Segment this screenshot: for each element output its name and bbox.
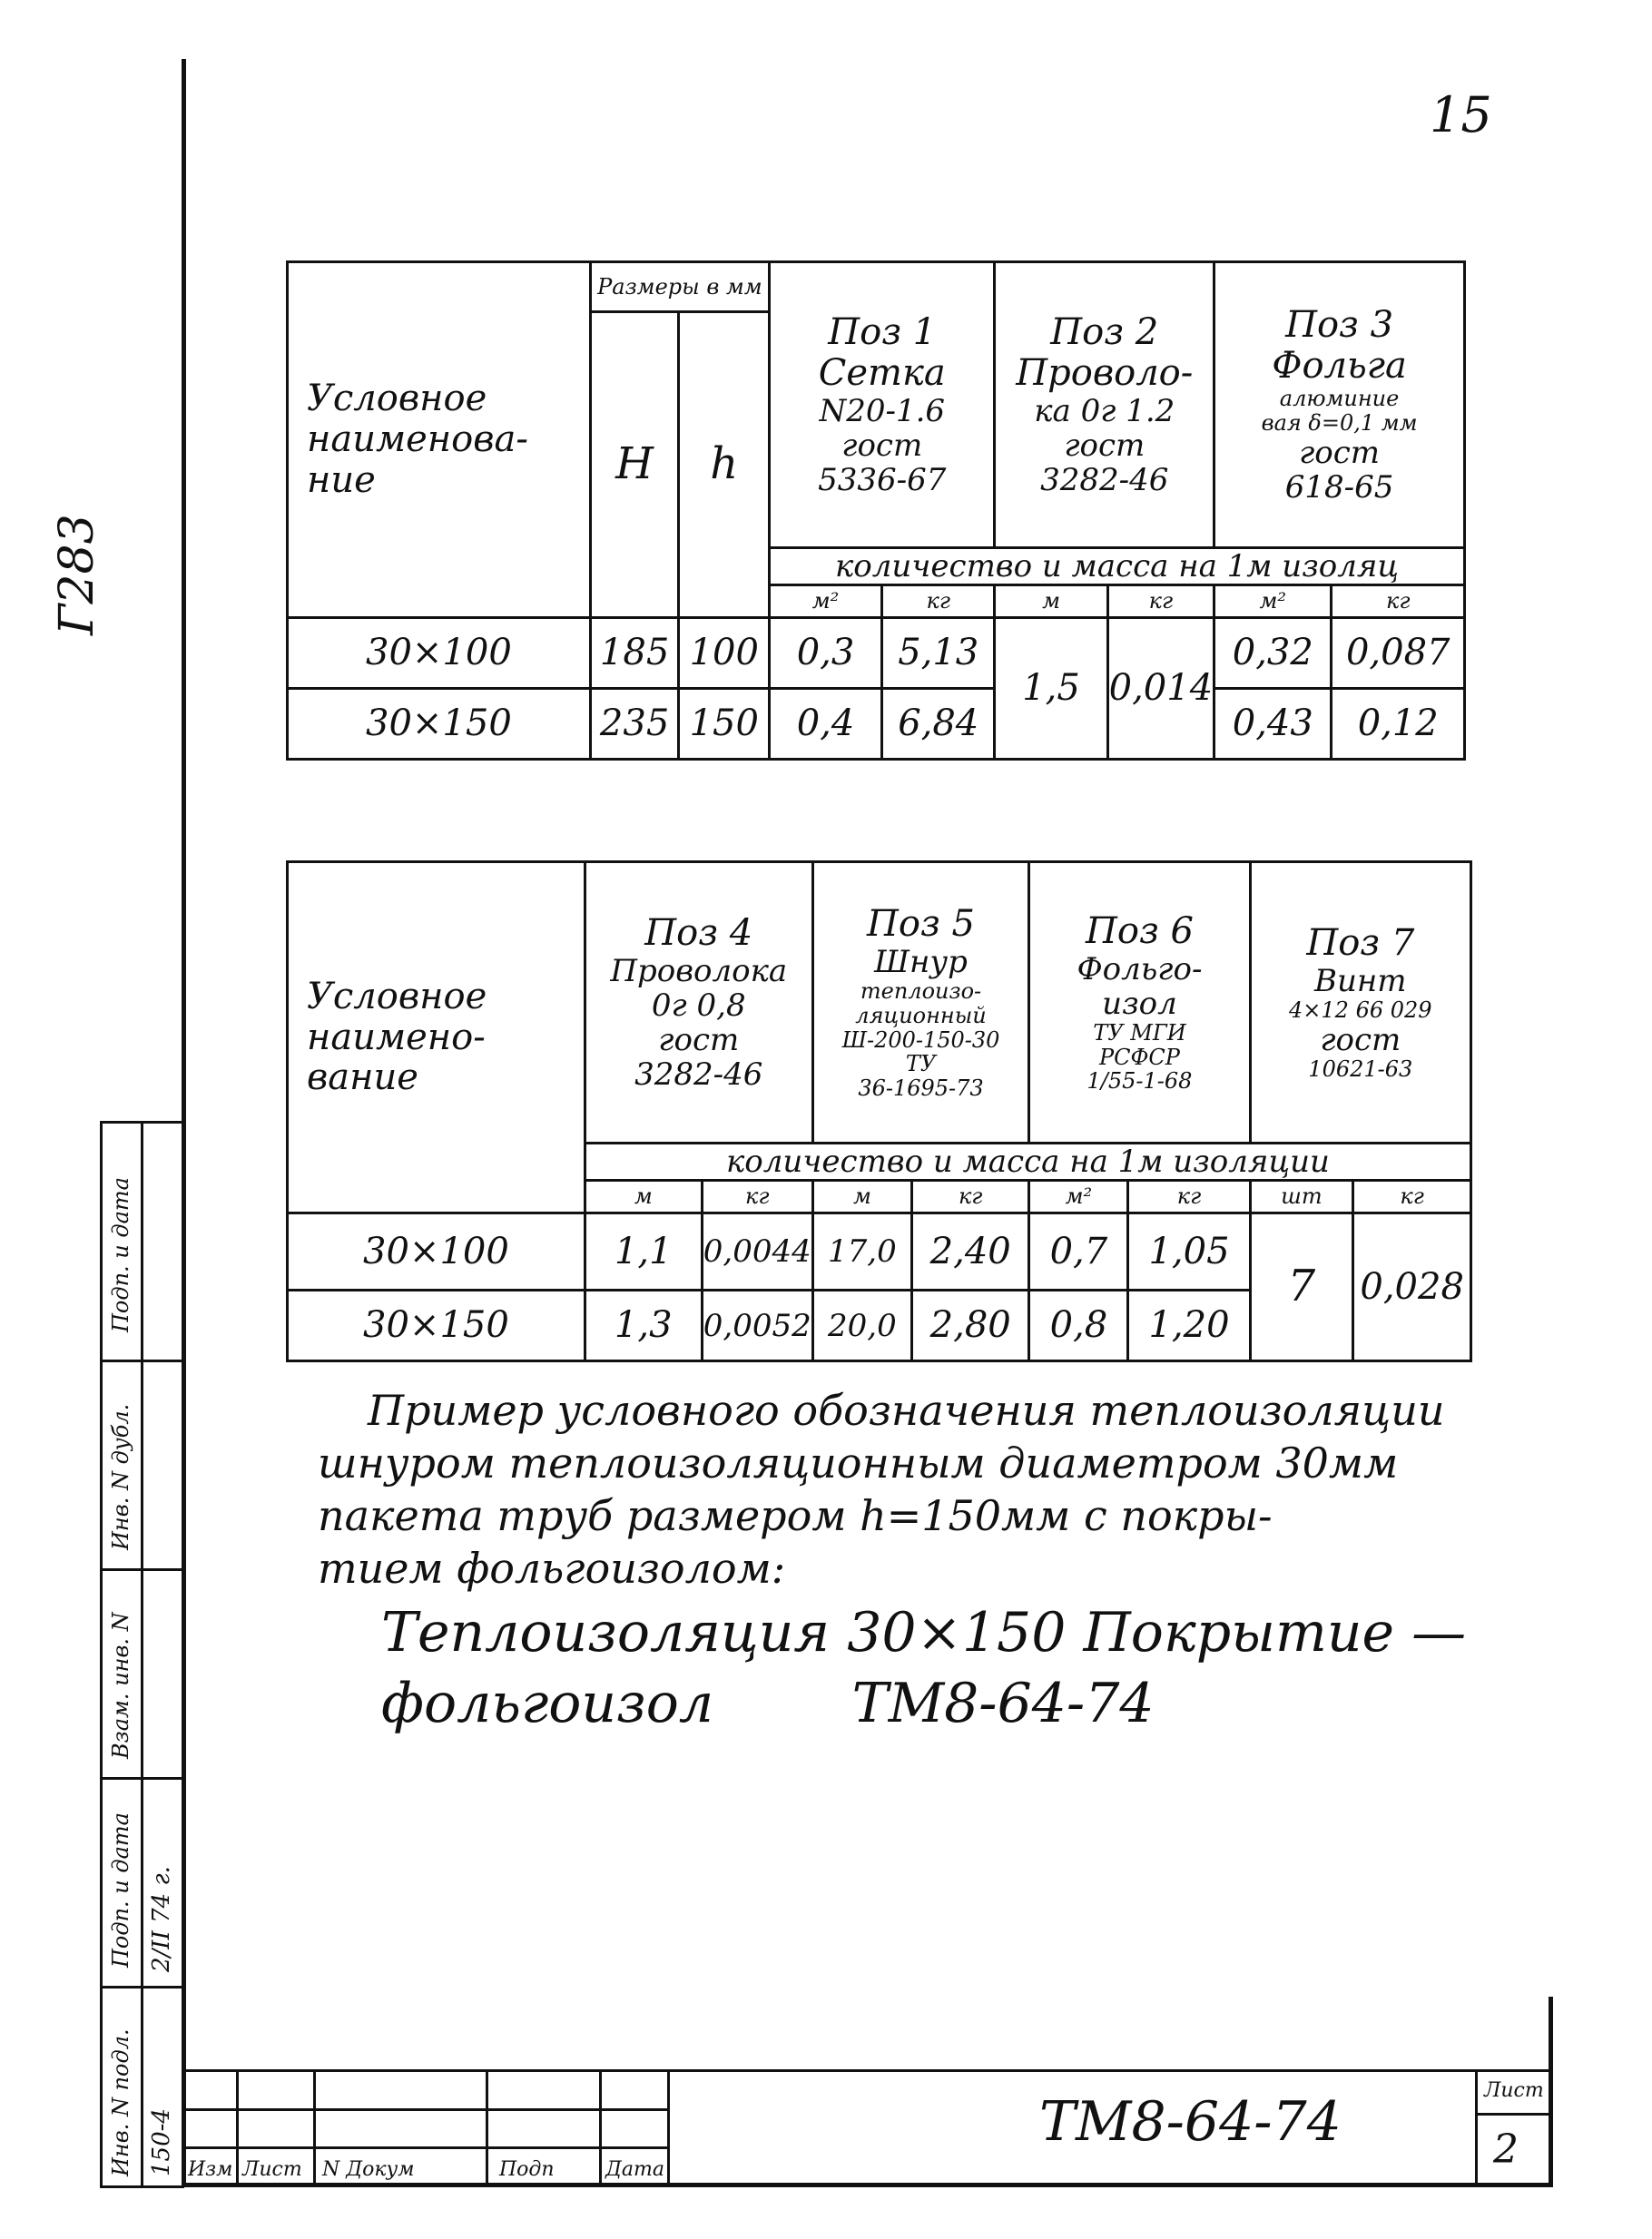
header-name: Условное наимено-вание: [288, 862, 585, 1213]
cell-p3-kg: 0,087: [1332, 618, 1465, 689]
cell-p4-kg: 0,0044: [702, 1213, 812, 1291]
header-pos3: Поз 3 Фольга алюминие вая δ=0,1 мм гост 618-65: [1214, 262, 1465, 548]
cell-h: 150: [679, 689, 770, 760]
cell-p1-kg: 6,84: [882, 689, 995, 760]
tb-label: Лист: [242, 2158, 302, 2181]
tb-label: Изм: [188, 2158, 233, 2181]
header-qty: количество и масса на 1м изоляц: [770, 548, 1465, 585]
strip-value: 150-4: [148, 2108, 175, 2176]
header-pos1: Поз 1 Сетка N20-1.6 гост 5336-67: [770, 262, 995, 548]
cell-p3-m2: 0,43: [1214, 689, 1332, 760]
strip-label: Подп. и дата: [108, 1812, 133, 1968]
designation-line: Теплоизоляция 30×150 Покрытие —: [381, 1601, 1467, 1665]
unit: кг: [1353, 1181, 1471, 1213]
table-row: [288, 689, 1465, 760]
cell-p3-m2: 0,32: [1214, 618, 1332, 689]
designation-example: [381, 1597, 1466, 1739]
cell-p2-kg: 0,014: [1107, 618, 1214, 760]
cell-p5-m: 17,0: [812, 1213, 911, 1291]
materials-table-1: [286, 260, 1466, 761]
header-pos6: Поз 6 Фольго- изол ТУ МГИ РСФСР 1/55-1-68: [1029, 862, 1250, 1144]
cell-p4-kg: 0,0052: [702, 1291, 812, 1361]
strip-label: Подп. и дата: [108, 1177, 133, 1332]
materials-table-2: [286, 860, 1498, 1362]
cell-p5-kg: 2,80: [912, 1291, 1029, 1361]
unit: кг: [882, 585, 995, 618]
cell-p5-kg: 2,40: [912, 1213, 1029, 1291]
tb-label: N Докум: [322, 2158, 415, 2181]
cell-p4-m: 1,3: [585, 1291, 702, 1361]
unit: м: [585, 1181, 702, 1213]
unit: кг: [912, 1181, 1029, 1213]
cell-p4-m: 1,1: [585, 1213, 702, 1291]
note-line: Пример условного обозначения теплоизоляции: [368, 1386, 1445, 1435]
cell-H: 235: [590, 689, 679, 760]
cell-p6-m2: 0,8: [1029, 1291, 1128, 1361]
row-name: 30×150: [288, 1291, 585, 1361]
header-sizes: Размеры в мм: [590, 262, 769, 312]
header-pos5: Поз 5 Шнур теплоизо- ляционный Ш-200-150-30 ТУ 36-1695-73: [812, 862, 1029, 1144]
unit: шт: [1250, 1181, 1353, 1213]
page-number: 15: [1430, 86, 1492, 143]
header-H: H: [590, 312, 679, 618]
designation-example-note: [318, 1384, 1516, 1595]
side-code: Г283: [50, 514, 104, 635]
cell-p1-m2: 0,4: [770, 689, 882, 760]
cell-p7-kg: 0,028: [1353, 1213, 1471, 1361]
table-row: [288, 1213, 1499, 1291]
cell-p2-m: 1,5: [995, 618, 1107, 760]
spacer: [1471, 862, 1498, 1361]
cell-p6-kg: 1,05: [1128, 1213, 1250, 1291]
cell-p1-kg: 5,13: [882, 618, 995, 689]
header-pos4: Поз 4 Проволока 0г 0,8 гост 3282-46: [585, 862, 812, 1144]
unit: м²: [1029, 1181, 1128, 1213]
cell-p3-kg: 0,12: [1332, 689, 1465, 760]
header-name: Условное наименова-ние: [288, 262, 591, 618]
cell-p5-m: 20,0: [812, 1291, 911, 1361]
strip-label: Инв. N дубл.: [108, 1403, 133, 1550]
cell-p6-kg: 1,20: [1128, 1291, 1250, 1361]
strip-label: Взам. инв. N: [108, 1612, 133, 1759]
unit: м²: [1214, 585, 1332, 618]
header-qty: количество и масса на 1м изоляции: [585, 1144, 1470, 1181]
row-name: 30×150: [288, 689, 591, 760]
note-line: пакета труб размером h=150мм с покры-: [318, 1491, 1273, 1540]
strip-label: Инв. N подл.: [108, 2028, 133, 2176]
sheet-label: Лист: [1484, 2079, 1544, 2102]
cell-p1-m2: 0,3: [770, 618, 882, 689]
table-row: [288, 618, 1465, 689]
tb-label: Подп: [499, 2158, 555, 2181]
cell-p6-m2: 0,7: [1029, 1213, 1128, 1291]
unit: кг: [1107, 585, 1214, 618]
sheet-number: 2: [1493, 2126, 1519, 2173]
header-pos2: Поз 2 Проволо- ка 0г 1.2 гост 3282-46: [995, 262, 1214, 548]
cell-H: 185: [590, 618, 679, 689]
strip-value: 2/II 74 г.: [148, 1866, 175, 1972]
unit: кг: [1128, 1181, 1250, 1213]
unit: кг: [1332, 585, 1465, 618]
note-line: тием фольгоизолом:: [318, 1544, 786, 1593]
header-pos7: Поз 7 Винт 4×12 66 029 гост 10621-63: [1250, 862, 1470, 1144]
cell-p7-pcs: 7: [1250, 1213, 1353, 1361]
row-name: 30×100: [288, 618, 591, 689]
cell-h: 100: [679, 618, 770, 689]
note-line: шнуром теплоизоляционным диаметром 30мм: [318, 1439, 1399, 1488]
header-h: h: [679, 312, 770, 618]
designation-line: фольгоизол ТМ8-64-74: [381, 1672, 1155, 1735]
stamp-strip: [100, 1121, 184, 2188]
unit: м²: [770, 585, 882, 618]
title-block: [186, 2069, 1552, 2185]
document-code: ТМ8-64-74: [1039, 2090, 1342, 2154]
row-name: 30×100: [288, 1213, 585, 1291]
tb-label: Дата: [605, 2158, 664, 2181]
unit: м: [812, 1181, 911, 1213]
unit: кг: [702, 1181, 812, 1213]
unit: м: [995, 585, 1107, 618]
